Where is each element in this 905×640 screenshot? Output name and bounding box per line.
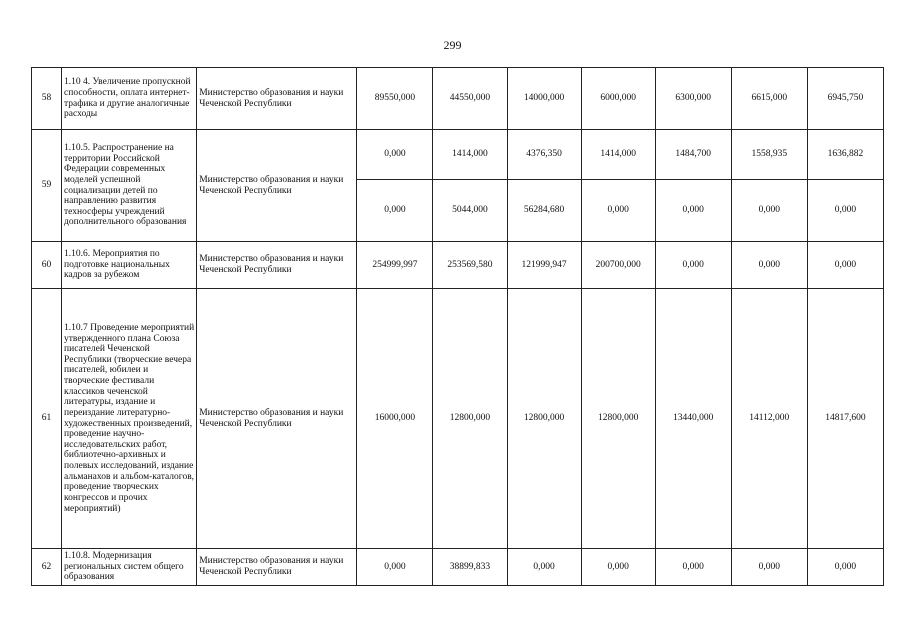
funding-value: 0,000 xyxy=(731,549,807,586)
page-number: 299 xyxy=(443,38,462,52)
funding-value: 1558,935 xyxy=(731,130,807,180)
funding-value: 56284,680 xyxy=(507,180,581,242)
activity-description: 1.10.7 Проведение мероприятий утвержденного плана Союза писателей Чеченской Республики (творческие вечера писателей, юбилеи и творческие фестивали классиков чеченской литературы, издание и переиздание литературно-художественных произведений, проведение научно-исследовательских работ, библиотечно-архивных и полевых исследований, издание альманахов и альбом-каталогов, проведение творческих конгрессов и прочих мероприятий) xyxy=(62,289,197,549)
row-number: 60 xyxy=(32,242,62,289)
funding-value: 44550,000 xyxy=(433,68,507,130)
funding-value: 6615,000 xyxy=(731,68,807,130)
funding-value: 6300,000 xyxy=(655,68,731,130)
funding-value: 1414,000 xyxy=(581,130,655,180)
funding-value: 4376,350 xyxy=(507,130,581,180)
funding-value: 200700,000 xyxy=(581,242,655,289)
table-row xyxy=(32,549,884,586)
table-body xyxy=(32,68,884,586)
funding-value: 1414,000 xyxy=(433,130,507,180)
funding-value: 0,000 xyxy=(807,180,883,242)
activity-description: 1.10.5. Распространение на территории Российской Федерации современных моделей успешной социализации детей по направлению развития техносферы учреждений дополнительного образования xyxy=(62,130,197,242)
funding-value: 0,000 xyxy=(655,180,731,242)
responsible-executor: Министерство образования и науки Чеченской Республики xyxy=(197,289,357,549)
table-row xyxy=(32,242,884,289)
funding-value: 0,000 xyxy=(581,549,655,586)
funding-value: 0,000 xyxy=(807,242,883,289)
responsible-executor: Министерство образования и науки Чеченской Республики xyxy=(197,549,357,586)
responsible-executor: Министерство образования и науки Чеченской Республики xyxy=(197,130,357,242)
table-row xyxy=(32,130,884,180)
row-number: 62 xyxy=(32,549,62,586)
funding-value: 5044,000 xyxy=(433,180,507,242)
row-number: 58 xyxy=(32,68,62,130)
funding-value: 0,000 xyxy=(581,180,655,242)
responsible-executor: Министерство образования и науки Чеченской Республики xyxy=(197,68,357,130)
funding-value: 1636,882 xyxy=(807,130,883,180)
funding-value: 13440,000 xyxy=(655,289,731,549)
funding-value: 254999,997 xyxy=(357,242,433,289)
funding-value: 0,000 xyxy=(731,242,807,289)
funding-value: 0,000 xyxy=(731,180,807,242)
row-number: 61 xyxy=(32,289,62,549)
table-row xyxy=(32,289,884,549)
responsible-executor: Министерство образования и науки Чеченской Республики xyxy=(197,242,357,289)
funding-value: 253569,580 xyxy=(433,242,507,289)
activity-description: 1.10 4. Увеличение пропускной способности, оплата интернет-трафика и другие аналогичные расходы xyxy=(62,68,197,130)
funding-value: 0,000 xyxy=(655,242,731,289)
funding-value: 0,000 xyxy=(357,180,433,242)
funding-value: 121999,947 xyxy=(507,242,581,289)
funding-value: 89550,000 xyxy=(357,68,433,130)
funding-value: 0,000 xyxy=(357,130,433,180)
funding-value: 0,000 xyxy=(655,549,731,586)
row-number: 59 xyxy=(32,130,62,242)
funding-value: 12800,000 xyxy=(581,289,655,549)
funding-value: 14000,000 xyxy=(507,68,581,130)
funding-value: 0,000 xyxy=(807,549,883,586)
funding-value: 12800,000 xyxy=(433,289,507,549)
funding-value: 0,000 xyxy=(507,549,581,586)
budget-table xyxy=(31,67,884,586)
table-row xyxy=(32,68,884,130)
funding-value: 14112,000 xyxy=(731,289,807,549)
activity-description: 1.10.6. Мероприятия по подготовке национальных кадров за рубежом xyxy=(62,242,197,289)
activity-description: 1.10.8. Модернизация региональных систем общего образования xyxy=(62,549,197,586)
funding-value: 0,000 xyxy=(357,549,433,586)
funding-value: 12800,000 xyxy=(507,289,581,549)
funding-value: 16000,000 xyxy=(357,289,433,549)
funding-value: 6945,750 xyxy=(807,68,883,130)
funding-value: 38899,833 xyxy=(433,549,507,586)
funding-value: 14817,600 xyxy=(807,289,883,549)
funding-value: 1484,700 xyxy=(655,130,731,180)
funding-value: 6000,000 xyxy=(581,68,655,130)
